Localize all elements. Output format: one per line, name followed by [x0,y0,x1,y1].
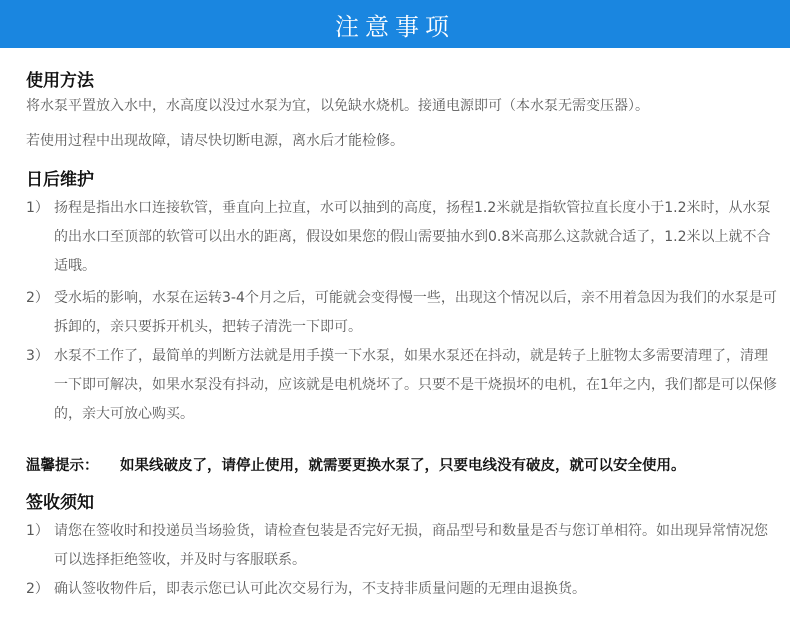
maintenance-item [26,194,780,281]
list-text: 水泵不工作了，最简单的判断方法就是用手摸一下水泵，如果水泵还在抖动，就是转子上脏物太多需要清理了，清理一下即可解决，如果水泵没有抖动，应该就是电机烧坏了。只要不是干烧损坏的电机，在1年之内，我们都是可以保修的，亲大可放心购买。 [54,348,777,422]
tip-text: 如果线破皮了，请停止使用，就需要更换水泵了，只要电线没有破皮，就可以安全使用。 [120,458,686,474]
maintenance-section-title: 日后维护 [26,170,94,190]
notice-content [26,68,780,604]
list-text: 请您在签收时和投递员当场验货，请检查包装是否完好无损，商品型号和数量是否与您订单相符。如出现异常情况您可以选择拒绝签收，并及时与客服联系。 [54,523,768,568]
list-text: 确认签收物件后，即表示您已认可此次交易行为，不支持非质量问题的无理由退换货。 [54,581,586,597]
receipt-section-title: 签收须知 [26,493,94,513]
list-number: 3） [26,348,49,364]
receipt-item [26,575,780,604]
list-number: 1） [26,200,49,216]
list-number: 2） [26,290,49,306]
usage-section-title: 使用方法 [26,71,94,91]
list-number: 2） [26,581,49,597]
maintenance-item [26,284,780,342]
list-number: 1） [26,523,49,539]
header-banner [0,0,790,48]
list-text: 扬程是指出水口连接软管，垂直向上拉直，水可以抽到的高度，扬程1.2米就是指软管拉直长度小于1.2米时，从水泵的出水口至顶部的软管可以出水的距离，假设如果您的假山需要抽水到0.8米高那么这款就合适了，1.2米以上就不合适哦。 [54,200,771,274]
usage-line-1: 将水泵平置放入水中，水高度以没过水泵为宜，以免缺水烧机。接通电源即可（本水泵无需变压器）。 [26,98,649,114]
list-text: 受水垢的影响，水泵在运转3-4个月之后，可能就会变得慢一些，出现这个情况以后，亲不用着急因为我们的水泵是可拆卸的，亲只要拆开机头，把转子清洗一下即可。 [54,290,777,335]
receipt-item [26,517,780,575]
usage-line-2: 若使用过程中出现故障，请尽快切断电源，离水后才能检修。 [26,133,404,149]
tip-label: 温馨提示： [26,458,99,474]
maintenance-item [26,342,780,429]
warm-tip [26,452,780,481]
page-title: 注意事项 [335,12,455,41]
